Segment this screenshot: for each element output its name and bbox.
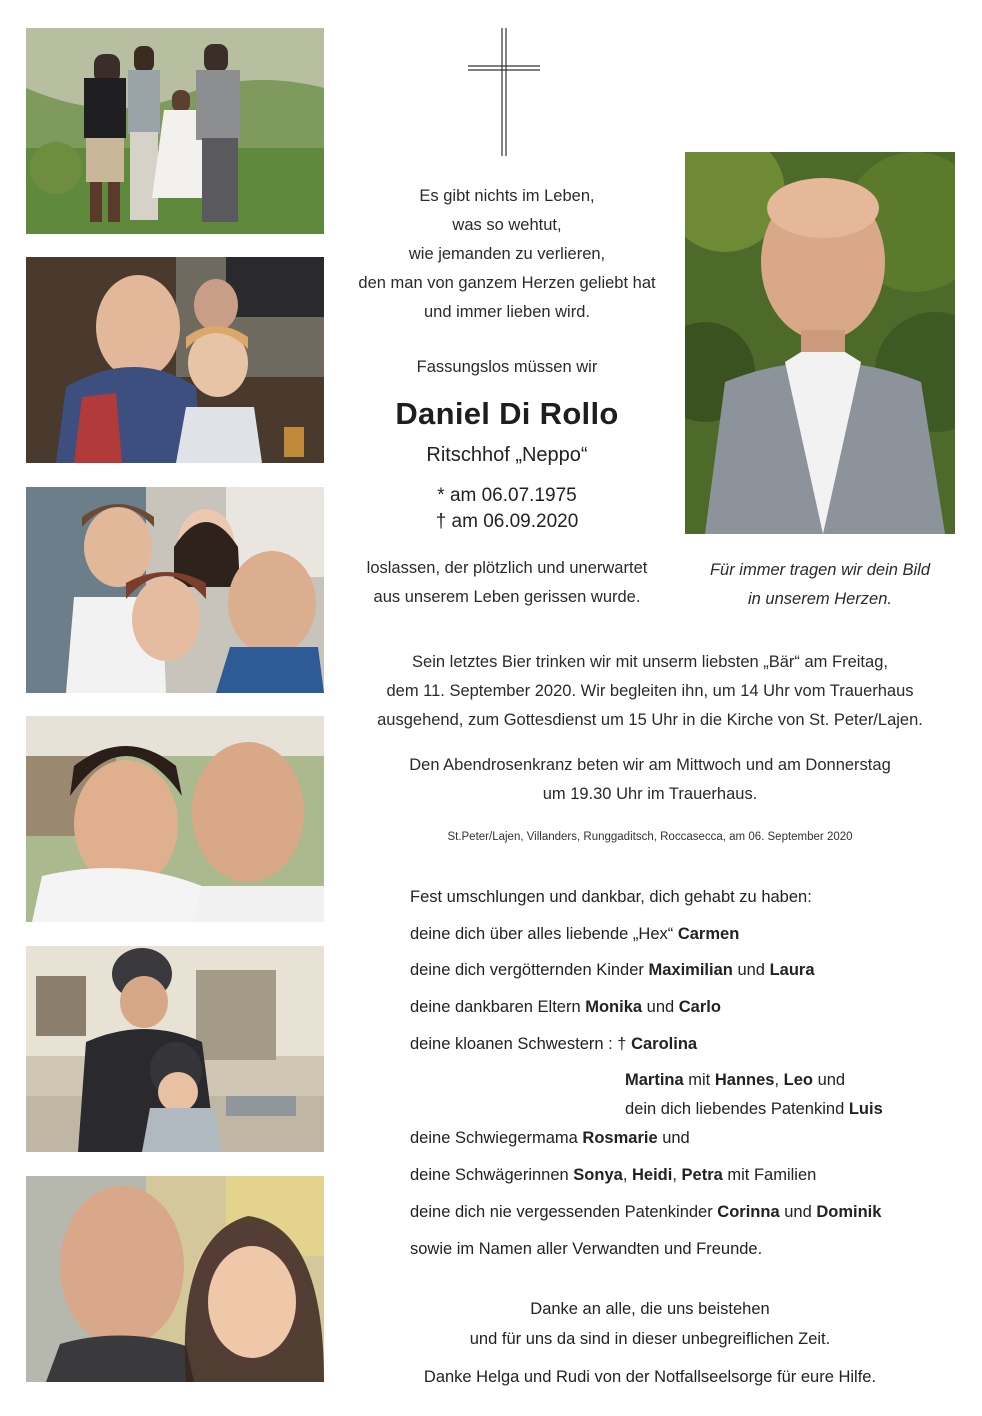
mourner-line xyxy=(410,1096,950,1125)
intro-text: Fassungslos müssen wir xyxy=(416,358,598,376)
mourner-text: deine Schwägerinnen xyxy=(410,1166,574,1185)
thanks-text xyxy=(340,1294,960,1392)
photo-couple-selfie xyxy=(26,716,324,922)
mourner-line xyxy=(410,1067,950,1096)
photo-daniel-with-daughter xyxy=(26,1176,324,1382)
mourner-name: Luis xyxy=(848,1100,883,1119)
mourner-line xyxy=(410,884,950,921)
mourner-text: und xyxy=(812,1071,846,1090)
rosary-text xyxy=(345,751,955,809)
quote xyxy=(688,556,952,614)
mourner-line xyxy=(410,994,950,1031)
mourner-text: dein dich liebendes Patenkind xyxy=(625,1100,849,1119)
mourner-text: und xyxy=(642,998,679,1017)
mourner-text: deine dankbaren Eltern xyxy=(410,998,586,1017)
mourner-name: Heidi xyxy=(632,1166,673,1185)
mourner-name: Petra xyxy=(681,1166,723,1185)
life-dates xyxy=(340,483,674,535)
funeral-text xyxy=(345,648,955,735)
mourner-text: deine Schwiegermama xyxy=(410,1129,583,1148)
poem-line: was so wehtut, xyxy=(452,216,562,234)
poem-line: wie jemanden zu verlieren, xyxy=(408,245,606,263)
mourner-name: Laura xyxy=(769,961,815,980)
mourner-text: und xyxy=(779,1202,817,1221)
mourner-text: und xyxy=(732,961,770,980)
funeral-line: Sein letztes Bier trinken wir mit unserm liebsten „Bär“ am Freitag, xyxy=(412,653,888,671)
funeral-line: ausgehend, zum Gottesdienst um 15 Uhr in die Kirche von St. Peter/Lajen. xyxy=(377,711,923,729)
mourner-text: , xyxy=(774,1071,784,1090)
mourner-text: deine dich über alles liebende „Hex“ xyxy=(410,924,678,943)
mourner-name: Sonya xyxy=(573,1166,623,1185)
mourner-text: Fest umschlungen und dankbar, dich gehabt zu haben: xyxy=(410,888,812,906)
mourner-line xyxy=(410,921,950,958)
deceased-nickname: Ritschhof „Neppo“ xyxy=(426,444,588,466)
cross-icon xyxy=(468,28,540,158)
death-date: † am 06.09.2020 xyxy=(435,511,579,532)
mourner-text: , xyxy=(622,1166,632,1185)
birth-date: * am 06.07.1975 xyxy=(437,485,577,506)
mourner-name: Corinna xyxy=(717,1202,780,1221)
mourner-text: mit xyxy=(683,1071,715,1090)
release-line: loslassen, der plötzlich und unerwartet xyxy=(366,559,648,577)
mourner-text: und xyxy=(657,1129,690,1148)
mourner-line xyxy=(410,1125,950,1162)
photo-family-outdoors xyxy=(26,28,324,234)
mourner-name: Hannes xyxy=(714,1071,775,1090)
mourner-line xyxy=(410,1162,950,1199)
mourner-text: deine dich nie vergessenden Patenkinder xyxy=(410,1202,718,1221)
mourner-name: Maximilian xyxy=(648,961,733,980)
place-date: St.Peter/Lajen, Villanders, Runggaditsch, Roccasecca, am 06. September 2020 xyxy=(447,831,853,843)
poem-line: den man von ganzem Herzen geliebt hat xyxy=(358,274,656,292)
mourner-text: deine dich vergötternden Kinder xyxy=(410,961,649,980)
photo-scooter-ride xyxy=(26,946,324,1152)
rosary-line: Den Abendrosenkranz beten wir am Mittwoch und am Donnerstag xyxy=(409,756,891,774)
mourner-name: Carolina xyxy=(631,1034,698,1053)
mourner-name: Monika xyxy=(585,998,643,1017)
photo-daniel-with-child xyxy=(26,257,324,463)
rosary-line: um 19.30 Uhr im Trauerhaus. xyxy=(542,785,758,803)
release-line: aus unserem Leben gerissen wurde. xyxy=(373,588,641,606)
mourner-text: sowie im Namen aller Verwandten und Freunde. xyxy=(410,1239,763,1258)
quote-line: Für immer tragen wir dein Bild xyxy=(709,561,931,579)
mourner-name: Rosmarie xyxy=(582,1129,658,1148)
mourner-name: Carmen xyxy=(677,924,740,943)
mourner-line xyxy=(410,1031,950,1068)
mourner-text: mit Familien xyxy=(722,1166,817,1185)
deceased-name: Daniel Di Rollo xyxy=(395,396,619,431)
photo-family-selfie xyxy=(26,487,324,693)
funeral-line: dem 11. September 2020. Wir begleiten ihn, um 14 Uhr vom Trauerhaus xyxy=(386,682,914,700)
portrait-photo xyxy=(685,152,955,534)
mourners-list xyxy=(410,884,950,1272)
mourner-line xyxy=(410,957,950,994)
mourner-name: Dominik xyxy=(816,1202,882,1221)
release-text xyxy=(340,554,674,612)
poem-line: Es gibt nichts im Leben, xyxy=(419,187,595,205)
poem xyxy=(340,182,674,327)
quote-line: in unserem Herzen. xyxy=(748,590,892,608)
mourner-name: Martina xyxy=(625,1071,684,1090)
mourner-text: deine kloanen Schwestern : † xyxy=(410,1034,632,1053)
mourner-name: Carlo xyxy=(678,998,721,1017)
mourner-text: , xyxy=(672,1166,682,1185)
thanks-line: Danke Helga und Rudi von der Notfallseelsorge für eure Hilfe. xyxy=(423,1368,877,1386)
poem-line: und immer lieben wird. xyxy=(424,303,590,321)
thanks-line: und für uns da sind in dieser unbegreiflichen Zeit. xyxy=(469,1330,831,1348)
thanks-line: Danke an alle, die uns beistehen xyxy=(530,1300,770,1318)
mourner-name: Leo xyxy=(783,1071,813,1090)
mourner-line xyxy=(410,1199,950,1236)
mourner-line xyxy=(410,1236,950,1273)
